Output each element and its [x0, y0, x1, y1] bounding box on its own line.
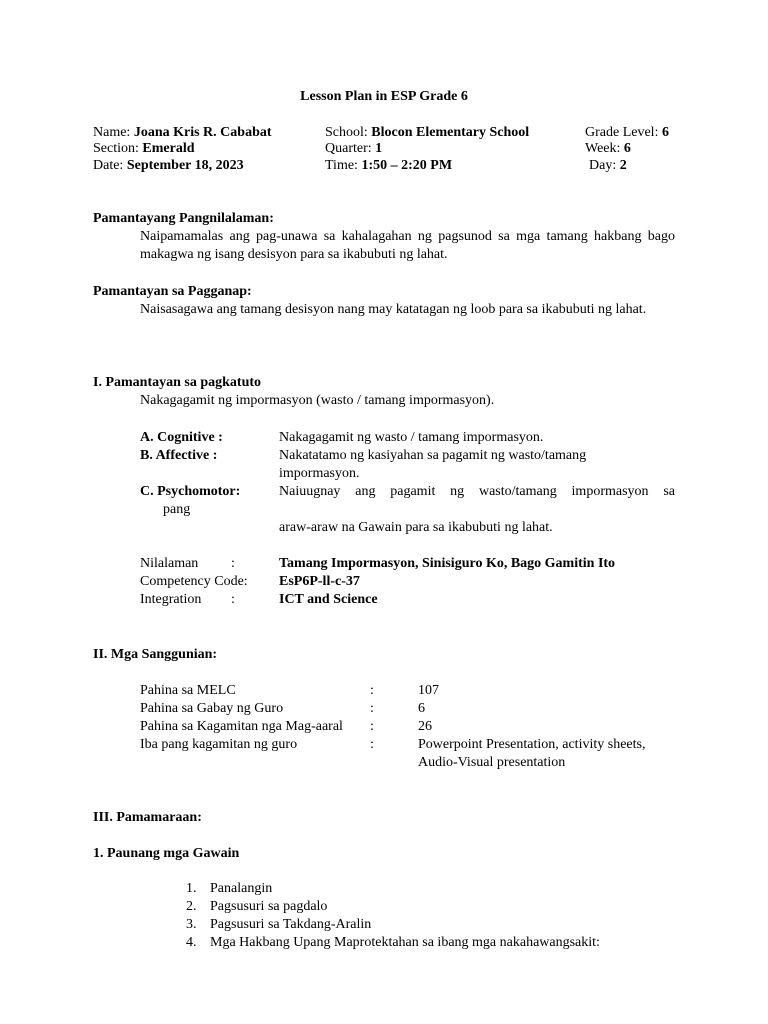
- section3-heading: III. Pamamaraan:: [93, 810, 202, 825]
- day-line: [589, 157, 627, 175]
- quarter-line: [325, 140, 382, 158]
- school-value: Blocon Elementary School: [371, 125, 530, 140]
- affective-text: Nakatatamo ng kasiyahan sa pagamit ng wasto/tamang impormasyon.: [279, 448, 587, 481]
- performance-standard-heading: Pamantayan sa Pagganap:: [93, 284, 252, 299]
- content-standard-heading: Pamantayang Pangnilalaman:: [93, 211, 274, 226]
- document-title: Lesson Plan in ESP Grade 6: [300, 89, 468, 104]
- day-value: 2: [619, 158, 627, 173]
- list-item-number: 3.: [186, 917, 197, 932]
- reference-value: 6: [418, 701, 425, 716]
- competency-label: Competency Code:: [140, 574, 248, 589]
- grade-value: 6: [661, 125, 669, 140]
- reference-colon: :: [370, 701, 374, 716]
- reference-colon: :: [370, 683, 374, 698]
- section2-heading: II. Mga Sanggunian:: [93, 647, 218, 662]
- nilalaman-value: Tamang Impormasyon, Sinisiguro Ko, Bago Gamitin Ito: [279, 556, 616, 571]
- psychomotor-text-line2: araw-araw na Gawain para sa ikabubuti ng lahat.: [279, 520, 553, 535]
- reference-colon: :: [370, 737, 374, 752]
- section-line: [93, 140, 195, 158]
- list-item-number: 4.: [186, 935, 197, 950]
- time-label: Time:: [325, 158, 358, 173]
- reference-value-cont: Audio-Visual presentation: [418, 755, 566, 770]
- school-label: School:: [325, 125, 368, 140]
- reference-label: Pahina sa Kagamitan nga Mag-aaral: [140, 719, 343, 734]
- performance-standard-text: Naisasagawa ang tamang desisyon nang may katatagan ng loob para sa ikabubuti ng lahat.: [140, 302, 647, 317]
- section1-intro: Nakagagamit ng impormasyon (wasto / tamang impormasyon).: [140, 393, 495, 408]
- integration-value: ICT and Science: [279, 592, 378, 607]
- teacher-name: Joana Kris R. Cababat: [133, 125, 272, 140]
- time-value: 1:50 – 2:20 PM: [361, 158, 453, 173]
- reference-value: Powerpoint Presentation, activity sheets,: [418, 737, 646, 752]
- integration-label: Integration: [140, 592, 202, 607]
- section1-heading: I. Pamantayan sa pagkatuto: [93, 375, 262, 390]
- list-item-number: 2.: [186, 899, 197, 914]
- nilalaman-colon: :: [231, 556, 235, 571]
- date-label: Date:: [93, 158, 124, 173]
- name-label: Name:: [93, 125, 131, 140]
- date-line: [93, 157, 244, 175]
- section3-subheading: 1. Paunang mga Gawain: [93, 846, 240, 861]
- grade-label: Grade Level:: [585, 125, 659, 140]
- psychomotor-label: C. Psychomotor:: [140, 484, 241, 499]
- quarter-value: 1: [375, 141, 383, 156]
- list-item: Pagsusuri sa pagdalo: [210, 899, 328, 914]
- week-value: 6: [623, 141, 631, 156]
- integration-colon: :: [231, 592, 235, 607]
- cognitive-label: A. Cognitive :: [140, 430, 223, 445]
- reference-colon: :: [370, 719, 374, 734]
- list-item: Pagsusuri sa Takdang-Aralin: [210, 917, 372, 932]
- content-standard-text: Naipamamalas ang pag-unawa sa kahalagahan ng pagsunod sa mga tamang hakbang bago makagwa ng isang desisyon para sa ikabubuti ng lahat.: [140, 229, 675, 262]
- list-item: Mga Hakbang Upang Maprotektahan sa ibang mga nakahawangsakit:: [210, 935, 600, 950]
- section-value: Emerald: [142, 141, 195, 156]
- list-item: Panalangin: [210, 881, 273, 896]
- reference-value: 26: [418, 719, 432, 734]
- cognitive-text: Nakagagamit ng wasto / tamang impormasyon.: [279, 430, 544, 445]
- reference-label: Iba pang kagamitan ng guro: [140, 737, 298, 752]
- competency-value: EsP6P-ll-c-37: [279, 574, 360, 589]
- reference-label: Pahina sa Gabay ng Guro: [140, 701, 284, 716]
- psychomotor-label-cont: pang: [163, 502, 191, 517]
- affective-label: B. Affective :: [140, 448, 218, 463]
- section-label: Section:: [93, 141, 139, 156]
- time-line: [325, 157, 452, 175]
- date-value: September 18, 2023: [126, 158, 244, 173]
- week-label: Week:: [585, 141, 621, 156]
- reference-label: Pahina sa MELC: [140, 683, 236, 698]
- week-line: [585, 140, 631, 158]
- psychomotor-text-line1: Naiuugnay ang pagamit ng wasto/tamang impormasyon sa: [279, 484, 675, 499]
- day-label: Day:: [589, 158, 617, 173]
- quarter-label: Quarter:: [325, 141, 372, 156]
- nilalaman-label: Nilalaman: [140, 556, 199, 571]
- reference-value: 107: [418, 683, 439, 698]
- list-item-number: 1.: [186, 881, 197, 896]
